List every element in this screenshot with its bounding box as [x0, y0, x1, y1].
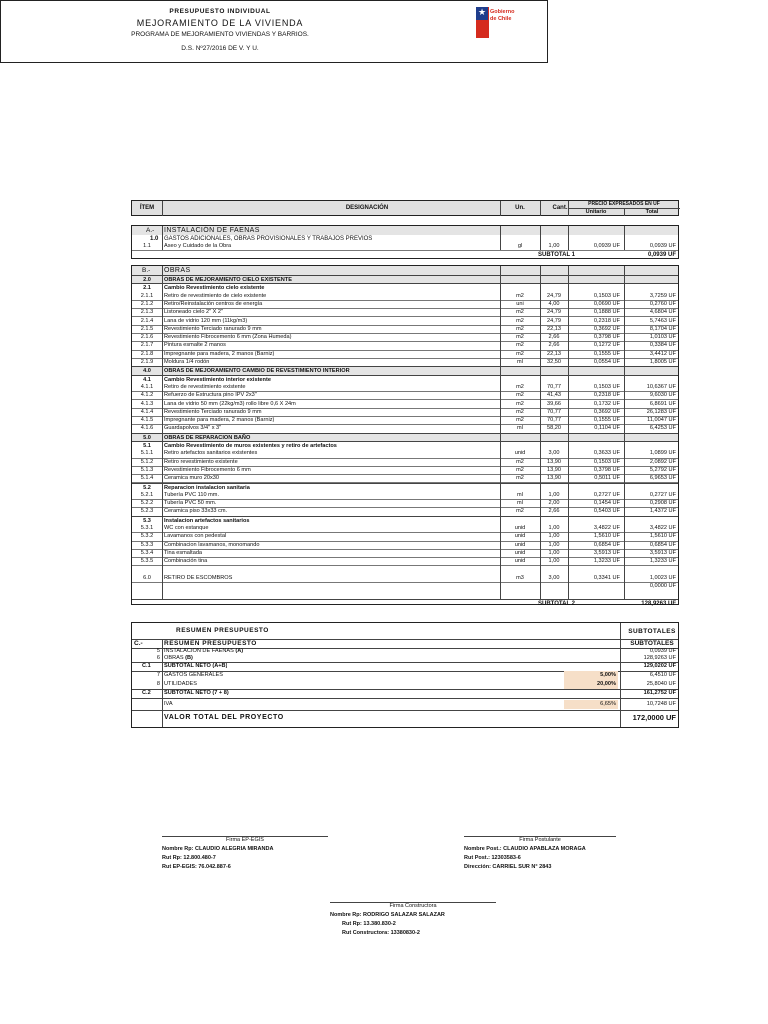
- column-divider: [162, 226, 163, 250]
- table-row: 5.2.1 Tubería PVC 110 mm. ml 1,00 0,2727 UF 0,2727 UF: [132, 491, 678, 500]
- table-row: 5.3.1 WC con estanque unid 1,00 3,4822 UF 3,4822 UF: [132, 524, 678, 533]
- header-subtitle: MEJORAMIENTO DE LA VIVIENDA: [136, 18, 304, 28]
- section-b-code: B.-: [142, 267, 151, 274]
- table-row: 5.1.4 Ceramica muro 20x30 m2 13,90 0,5011 UF 6,9653 UF: [132, 474, 678, 483]
- firma-constructora-title: Firma Constructora: [389, 903, 437, 909]
- firma-egis-rut: Rut EP-EGIS: 76.042.887-6: [162, 864, 231, 870]
- resumen-c-code: C.-: [134, 640, 143, 647]
- section-a-code: A.-: [146, 227, 155, 234]
- table-header: [131, 200, 679, 216]
- table-row: 5.3.3 Combinacion lavamanos, monomando unid 1,00 0,6854 UF 0,6854 UF: [132, 541, 678, 550]
- column-divider: [624, 266, 625, 599]
- subgroup-row: 5.3 Instalacion artefactos sanitarios: [132, 516, 678, 525]
- column-divider: [568, 226, 569, 250]
- resumen-faenas-value: 0,0939 UF: [649, 648, 676, 654]
- table-row: 4.1.4 Revestimiento Terciado ranurado 9 mm m2 70,77 0,3692 UF 26,1283 UF: [132, 408, 678, 417]
- table-row: 2.1.7 Pintura esmalte 2 manos m2 2,66 0,1272 UF 0,3384 UF: [132, 341, 678, 350]
- table-row: 5.1.3 Revestimiento Fibrocemento 6 mm m2 13,90 0,3798 UF 5,2792 UF: [132, 466, 678, 475]
- zero-row: 0,0000 UF: [649, 583, 676, 590]
- subtotal-2-label: SUBTOTAL 2: [538, 600, 576, 607]
- resumen-presupuesto: RESUMEN PRESUPUESTO SUBTOTALES C.- RESUMEN PRESUPUESTO SUBTOTALES 5 INSTALACIÓN DE FAENAS (A) 0,0939 UF 6 OBRAS (B) 128,9263 UF C.1 SUBTOTAL NETO (A+B) 129,0202 UF 7 GASTOS GENERALES 5,00% 6,4510 UF 8 UTILIDADES 20,00% 25,8040 UF C.2 SUBTOTAL NETO (7 + 8) 161,2752 UF IVA 6,65% 10,7248 UF VALOR TOTAL DEL PROYECTO 172,0000 UF: [131, 622, 679, 728]
- subtotal-1-value: 0,0939 UF: [647, 252, 676, 258]
- section-a-title: INSTALACIÓN DE FAENAS: [164, 227, 260, 234]
- subtotal-1-label: SUBTOTAL 1: [538, 252, 576, 258]
- table-row: 5.3.4 Tina esmaltada unid 1,00 3,5913 UF 3,5913 UF: [132, 549, 678, 558]
- firma-postulante-direccion: Dirección: CARRIEL SUR N° 2843: [464, 864, 552, 870]
- group-row: 2.0 OBRAS DE MEJORAMIENTO CIELO EXISTENTE: [132, 275, 678, 284]
- gastos-generales-pct[interactable]: 5,00%: [564, 671, 618, 680]
- table-row: 4.1.6 Guardapolvos 3/4" x 3" ml 58,20 0,1104 UF 6,4253 UF: [132, 424, 678, 433]
- table-row: 2.1.3 Listoneado cielo 2" X 2" m2 24,79 0,1888 UF 4,6804 UF: [132, 308, 678, 317]
- subgroup-row: 2.1 Cambio Revestimiento cielo existente: [132, 283, 678, 292]
- firma-egis-title: Firma EP-EGIS: [226, 837, 264, 843]
- firma-egis-rut-rp: Rut Rp: 12.800.480-7: [162, 855, 216, 861]
- valor-total-label: VALOR TOTAL DEL PROYECTO: [164, 714, 284, 721]
- table-row: 4.1.5 Impregnante para madera, 2 manos (Barniz) m2 70,77 0,1555 UF 11,0047 UF: [132, 416, 678, 425]
- header-program: PROGRAMA DE MEJORAMIENTO VIVIENDAS Y BARRIOS.: [131, 31, 309, 38]
- firma-constructora-rut-rp: Rut Rp: 13.380.830-2: [342, 921, 396, 927]
- column-divider: [162, 266, 163, 599]
- table-row: 2.1.1 Retiro de revestimiento de cielo existente m2 24,79 0,1503 UF 3,7259 UF: [132, 292, 678, 301]
- subgroup-row: 4.1 Cambio Revestimiento interior existente: [132, 375, 678, 384]
- section-a: [131, 225, 679, 259]
- blank-row: [132, 566, 678, 574]
- section-a-subcode: 1.0: [150, 236, 159, 242]
- header-title: PRESUPUESTO INDIVIDUAL: [169, 8, 271, 15]
- table-row: 4.1.3 Lana de vidrio 50 mm (22kg/m3) rollo libre 0,6 X 24m m2 39,66 0,1732 UF 6,8691 UF: [132, 400, 678, 409]
- firma-egis-nombre: Nombre Rp: CLAUDIO ALEGRIA MIRANDA: [162, 846, 274, 852]
- column-divider: [540, 266, 541, 599]
- col-item: ÍTEM: [139, 205, 155, 211]
- section-a-subtitle: GASTOS ADICIONALES, OBRAS PROVISIONALES Y TRABAJOS PREVIOS: [164, 236, 373, 242]
- resumen-subtotales: SUBTOTALES: [628, 628, 676, 635]
- subgroup-row: 5.2 Reparacion instalacion sanitaria: [132, 483, 678, 492]
- document-header: [0, 0, 548, 63]
- table-row: 2.1.2 Retiro/Reinstalación centros de energía uni 4,00 0,0690 UF 0,2760 UF: [132, 300, 678, 309]
- subtotal-2-value: 128,9263 UF: [641, 600, 676, 607]
- firma-constructora-nombre: Nombre Rp: RODRIGO SALAZAR SALAZAR: [330, 912, 445, 918]
- col-precio: PRECIO EXPRESADOS EN UF: [588, 201, 660, 207]
- column-divider: [500, 226, 501, 250]
- table-row: 5.3.2 Lavamanos con pedestal unid 1,00 1,5610 UF 1,5610 UF: [132, 532, 678, 541]
- utilidades-pct[interactable]: 20,00%: [564, 680, 618, 689]
- resumen-c-title: RESUMEN PRESUPUESTO: [164, 640, 257, 647]
- resumen-c-right: SUBTOTALES: [630, 640, 674, 647]
- header-decree: D.S. Nº27/2016 DE V. Y U.: [181, 45, 259, 52]
- table-row: 5.2.3 Ceramica piso 33x33 cm. m2 2,66 0,5403 UF 1,4372 UF: [132, 507, 678, 516]
- iva-pct[interactable]: 6,65%: [564, 700, 618, 709]
- subtotal-neto-78: 161,2752 UF: [643, 690, 676, 696]
- table-row: 5.2.2 Tubería PVC 50 mm. ml 2,00 0,1454 UF 0,2908 UF: [132, 499, 678, 508]
- section-b: [131, 265, 679, 605]
- resumen-title: RESUMEN PRESUPUESTO: [176, 627, 269, 634]
- gobierno-logo: ★ Gobierno de Chile: [474, 5, 524, 39]
- table-row: 4.1.1 Retiro de revestimiento existente m2 70,77 0,1503 UF 10,6367 UF: [132, 383, 678, 392]
- resumen-obras-value: 128,9263 UF: [643, 655, 676, 661]
- subgroup-row: 5.1 Cambio Revestimiento de muros existentes y retiro de artefactos: [132, 441, 678, 450]
- col-unitario: Unitario: [585, 209, 607, 215]
- firma-constructora-rut: Rut Constructora: 13380830-2: [342, 930, 420, 936]
- table-row: 4.1.2 Refuerzo de Estructura pino IPV 2x3" m2 41,43 0,2318 UF 9,6030 UF: [132, 391, 678, 400]
- table-row: 5.1.1 Retiro artefactos sanitarios existentes unid 3,00 0,3633 UF 1,0899 UF: [132, 449, 678, 458]
- firma-postulante-nombre: Nombre Post.: CLAUDIO APABLAZA MORAGA: [464, 846, 586, 852]
- table-row: 2.1.4 Lana de vidrio 120 mm (11kg/m3) m2 24,79 0,2318 UF 5,7463 UF: [132, 317, 678, 326]
- table-row: 2.1.8 Impregnante para madera, 2 manos (Barniz) m2 22,13 0,1555 UF 3,4412 UF: [132, 350, 678, 359]
- table-row: 5.3.5 Combinación tina unid 1,00 1,3233 UF 1,3233 UF: [132, 557, 678, 566]
- col-designacion: DESIGNACIÓN: [345, 205, 389, 211]
- table-row: 2.1.6 Revestimiento Fibrocemento 6 mm (Zona Humeda) m2 2,66 0,3798 UF 1,0103 UF: [132, 333, 678, 342]
- column-divider: [540, 226, 541, 250]
- column-divider: [500, 266, 501, 599]
- subtotal-neto-ab: 129,0202 UF: [643, 663, 676, 669]
- table-row: 1.1 Aseo y Cuidado de la Obra gl 1,00 0,0939 UF 0,0939 UF: [132, 243, 678, 251]
- column-divider: [568, 266, 569, 599]
- table-row: 5.1.2 Retiro revestimiento existente m2 13,90 0,1503 UF 2,0892 UF: [132, 458, 678, 467]
- col-un: Un.: [515, 205, 525, 211]
- table-row: 6.0 RETIRO DE ESCOMBROS m3 3,00 0,3341 UF 1,0023 UF: [132, 574, 678, 583]
- col-total: Total: [645, 209, 659, 215]
- firma-postulante-rut: Rut Post.: 12303583-6: [464, 855, 521, 861]
- col-cant: Cant.: [552, 205, 568, 211]
- table-row: 2.1.5 Revestimiento Terciado ranurado 9 mm m2 22,13 0,3692 UF 8,1704 UF: [132, 325, 678, 334]
- table-row: 2.1.9 Moldura 1/4 rodón ml 32,50 0,0554 UF 1,8005 UF: [132, 358, 678, 367]
- valor-total-value: 172,0000 UF: [632, 713, 676, 722]
- blank-row: [132, 590, 678, 598]
- firma-postulante-title: Firma Postulante: [519, 837, 561, 843]
- group-row: 5.0 OBRAS DE REPARACION BAÑO: [132, 433, 678, 442]
- column-divider: [624, 226, 625, 250]
- section-b-title: OBRAS: [164, 267, 191, 274]
- group-row: 4.0 OBRAS DE MEJORAMIENTO CAMBIO DE REVESTIMIENTO INTERIOR: [132, 366, 678, 375]
